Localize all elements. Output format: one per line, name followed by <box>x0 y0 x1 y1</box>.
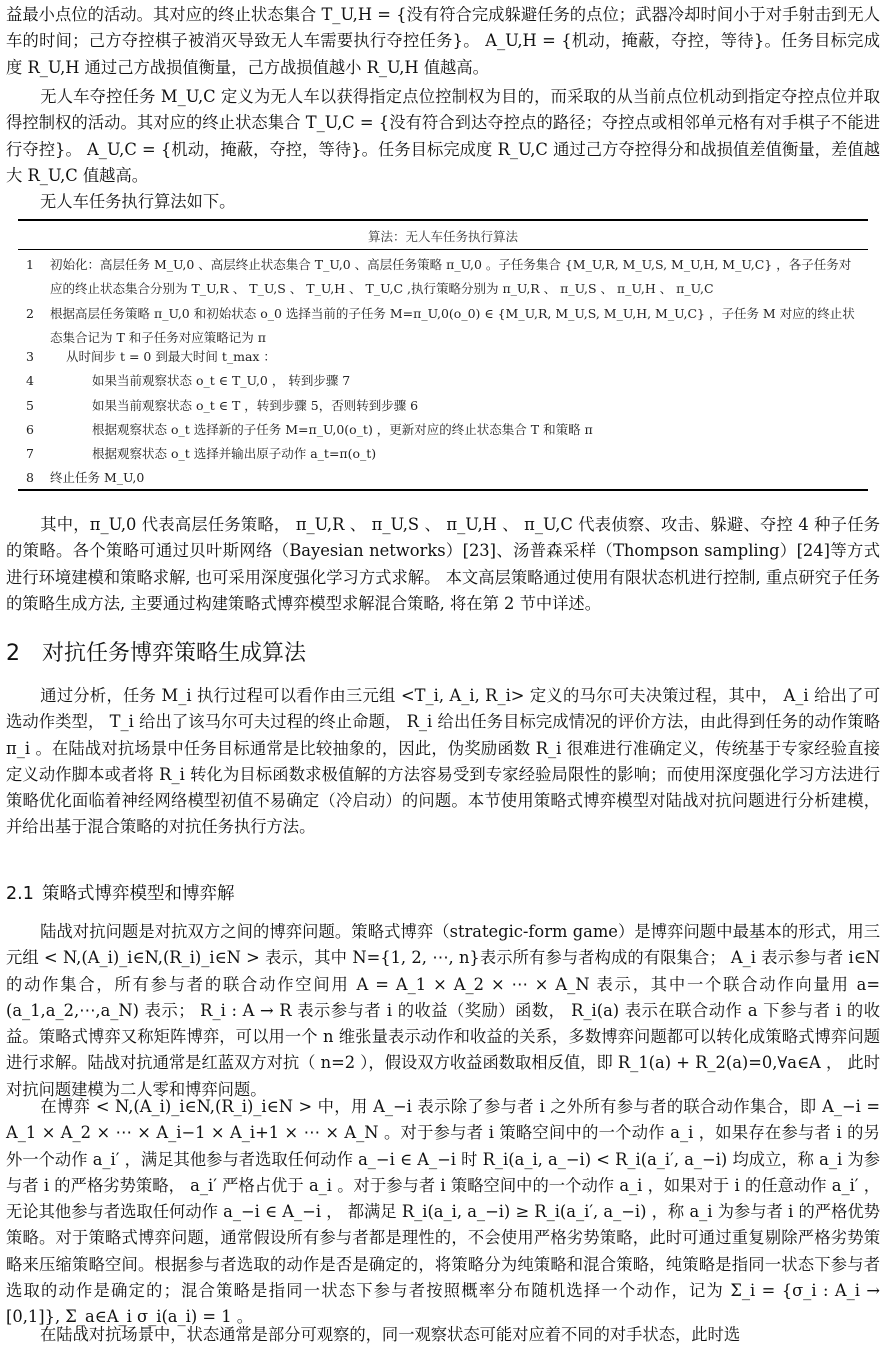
paragraph-text: 陆战对抗问题是对抗双方之间的博弈问题。策略式博弈（strategic-form game）是博弈问题中最基本的形式，用三元组 < N,(A_i)_i∈N,(R_i)_i∈N > 表示，其中 N={1, 2, ⋯, n}表示所有参与者构成的有限集合； A_i 表示参与者 i∈N 的动作集合，所有参与者的联合动作空间用 A = A_1 × A_2 × ⋯ × A_N 表示，其中一个联合动作向量用 a=(a_1,a_2,⋯,a_N) 表示； R_i : A → R 表示参与者 i 的收益（奖励）函数， R_i(a) 表示在联合动作 a 下参与者 i 的收益。策略式博弈又称矩阵博弈，可以用一个 n 维张量表示动作和收益的关系，多数博弈问题都可以转化成策略式博弈问题进行求解。陆战对抗通常是红蓝双方对抗（ n=2 ），假设双方收益函数取相反值，即 R_1(a) + R_2(a)=0,∀a∈A ， 此时对抗问题建模为二人零和博弈问题。 <box>6 922 880 1099</box>
paragraph-text: 在陆战对抗场景中，状态通常是部分可观察的，同一观察状态可能对应着不同的对手状态，此时选 <box>40 1325 741 1344</box>
algorithm-header-rule <box>18 249 868 250</box>
section-heading-2 <box>6 636 306 667</box>
paragraph-mdp-analysis <box>6 683 880 841</box>
paragraph-text: 通过分析，任务 M_i 执行过程可以看作由三元组 <T_i, A_i, R_i> 定义的马尔可夫决策过程，其中， A_i 给出了可选动作类型， T_i 给出了该马尔可夫过程的终止命题， R_i 给出任务目标完成情况的评价方法，由此得到任务的动作策略 π_i 。在陆战对抗场景中任务目标通常是比较抽象的，因此，伪奖励函数 R_i 很难进行准确定义，传统基于专家经验直接定义动作脚本或者将 R_i 转化为目标函数求极值解的方法容易受到专家经验局限性的影响；而使用深度强化学习方法进行策略优化面临着神经网络模型初值不易确定（冷启动）的问题。本节使用策略式博弈模型对陆战对抗问题进行分析建模，并给出基于混合策略的对抗任务执行方法。 <box>6 686 880 837</box>
step-text: 如果当前观察状态 o_t ∈ T_U,0 ， 转到步骤 7 <box>92 373 351 388</box>
paragraph-partial-observation <box>6 1322 880 1348</box>
step-text: 终止任务 M_U,0 <box>50 470 145 485</box>
step-text: 根据高层任务策略 π_U,0 和初始状态 o_0 选择当前的子任务 M=π_U,0(o_0) ∈ {M_U,R, M_U,S, M_U,H, M_U,C} ，子任务 M 对应的终止状态集合记为 T 和子任务对应策略记为 π <box>50 306 855 345</box>
paragraph-capture-task <box>6 84 880 189</box>
paragraph-text: 在博弈 < N,(A_i)_i∈N,(R_i)_i∈N > 中，用 A_−i 表示除了参与者 i 之外所有参与者的联合动作集合，即 A_−i = A_1 × A_2 × ⋯ × A_i−1 × A_i+1 × ⋯ × A_N 。对于参与者 i 策略空间中的一个动作 a_i ，如果存在参与者 i 的另外一个动作 a_i′ ，满足其他参与者选取任何动作 a_−i ∈ A_−i 时 R_i(a_i, a_−i) < R_i(a_i′, a_−i) 均成立，称 a_i 为参与者 i 的严格劣势策略， a_i′ 严格占优于 a_i 。对于参与者 i 策略空间中的一个动作 a_i ，如果对于 i 的任意动作 a_i′ ，无论其他参与者选取任何动作 a_−i ∈ A_−i ， 都满足 R_i(a_i, a_−i) ≥ R_i(a_i′, a_−i) ，称 a_i 为参与者 i 的严格优势策略。对于策略式博弈问题，通常假设所有参与者都是理性的，不会使用严格劣势策略，此时可通过重复剔除严格劣势策略来压缩策略空间。根据参与者选取的动作是否是确定的，将策略分为纯策略和混合策略，纯策略是指同一状态下参与者选取的动作是确定的；混合策略是指同一状态下参与者按照概率分布随机选择一个动作，记为 Σ_i = {σ_i : A_i → [0,1]}, Σ_a∈A_i σ_i(a_i) = 1 。 <box>6 1097 880 1327</box>
step-text: 根据观察状态 o_t 选择并输出原子动作 a_t=π(o_t) <box>92 446 377 461</box>
paragraph-algorithm-intro <box>6 189 880 215</box>
section-number: 2.1 <box>6 884 34 904</box>
paragraph-text: 无人车任务执行算法如下。 <box>40 192 236 211</box>
step-number: 5 <box>26 398 34 413</box>
algorithm-title: 算法：无人车任务执行算法 <box>367 229 518 244</box>
paragraph-avoid-task-end <box>6 2 880 81</box>
step-number: 8 <box>26 470 34 485</box>
step-number: 3 <box>26 349 34 364</box>
section-heading-2-1 <box>6 880 235 905</box>
algorithm-box <box>18 219 868 491</box>
step-number: 4 <box>26 373 34 388</box>
paragraph-dominant-strategy <box>6 1094 880 1331</box>
step-number: 2 <box>26 306 34 321</box>
step-number: 1 <box>26 257 34 272</box>
paragraph-strategic-form-game <box>6 919 880 1103</box>
algorithm-bottom-rule <box>18 489 868 491</box>
paragraph-text: 益最小点位的活动。其对应的终止状态集合 T_U,H = {没有符合完成躲避任务的点位；武器冷却时间小于对手射击到无人车的时间；己方夺控棋子被消灭导致无人车需要执行夺控任务}。 A_U,H = {机动，掩蔽，夺控，等待}。任务目标完成度 R_U,H 通过己方战损值衡量，己方战损值越小 R_U,H 值越高。 <box>6 5 880 77</box>
step-text: 如果当前观察状态 o_t ∈ T ，转到步骤 5，否则转到步骤 6 <box>92 398 419 413</box>
section-title: 策略式博弈模型和博弈解 <box>42 884 235 904</box>
step-number: 7 <box>26 446 34 461</box>
paragraph-policy-description <box>6 512 880 617</box>
step-text: 根据观察状态 o_t 选择新的子任务 M=π_U,0(o_t) ，更新对应的终止状态集合 T 和策略 π <box>92 422 593 437</box>
section-title: 对抗任务博弈策略生成算法 <box>42 641 307 666</box>
step-number: 6 <box>26 422 34 437</box>
paragraph-text: 其中，π_U,0 代表高层任务策略， π_U,R 、 π_U,S 、 π_U,H 、 π_U,C 代表侦察、攻击、躲避、夺控 4 种子任务的策略。各个策略可通过贝叶斯网络（Bayesian networks）[23]、汤普森采样（Thompson sampling）[24]等方式进行环境建模和策略求解, 也可采用深度强化学习方式求解。 本文高层策略通过使用有限状态机进行控制, 重点研究子任务的策略生成方法, 主要通过构建策略式博弈模型求解混合策略, 将在第 2 节中详述。 <box>6 515 880 613</box>
paragraph-text: 无人车夺控任务 M_U,C 定义为无人车以获得指定点位控制权为目的，而采取的从当前点位机动到指定夺控点位并取得控制权的活动。其对应的终止状态集合 T_U,C = {没有符合到达夺控点的路径；夺控点或相邻单元格有对手棋子不能进行夺控}。 A_U,C = {机动，掩蔽，夺控，等待}。任务目标完成度 R_U,C 通过己方夺控得分和战损值差值衡量，差值越大 R_U,C 值越高。 <box>6 87 880 185</box>
step-text: 初始化：高层任务 M_U,0 、高层终止状态集合 T_U,0 、高层任务策略 π_U,0 。子任务集合 {M_U,R, M_U,S, M_U,H, M_U,C} ，各子任务对应的终止状态集合分别为 T_U,R 、 T_U,S 、 T_U,H 、 T_U,C ,执行策略分别为 π_U,R 、 π_U,S 、 π_U,H 、 π_U,C <box>50 257 852 296</box>
step-text: 从时间步 t = 0 到最大时间 t_max ： <box>66 349 276 364</box>
algorithm-top-rule <box>18 219 868 221</box>
section-number: 2 <box>6 641 20 666</box>
